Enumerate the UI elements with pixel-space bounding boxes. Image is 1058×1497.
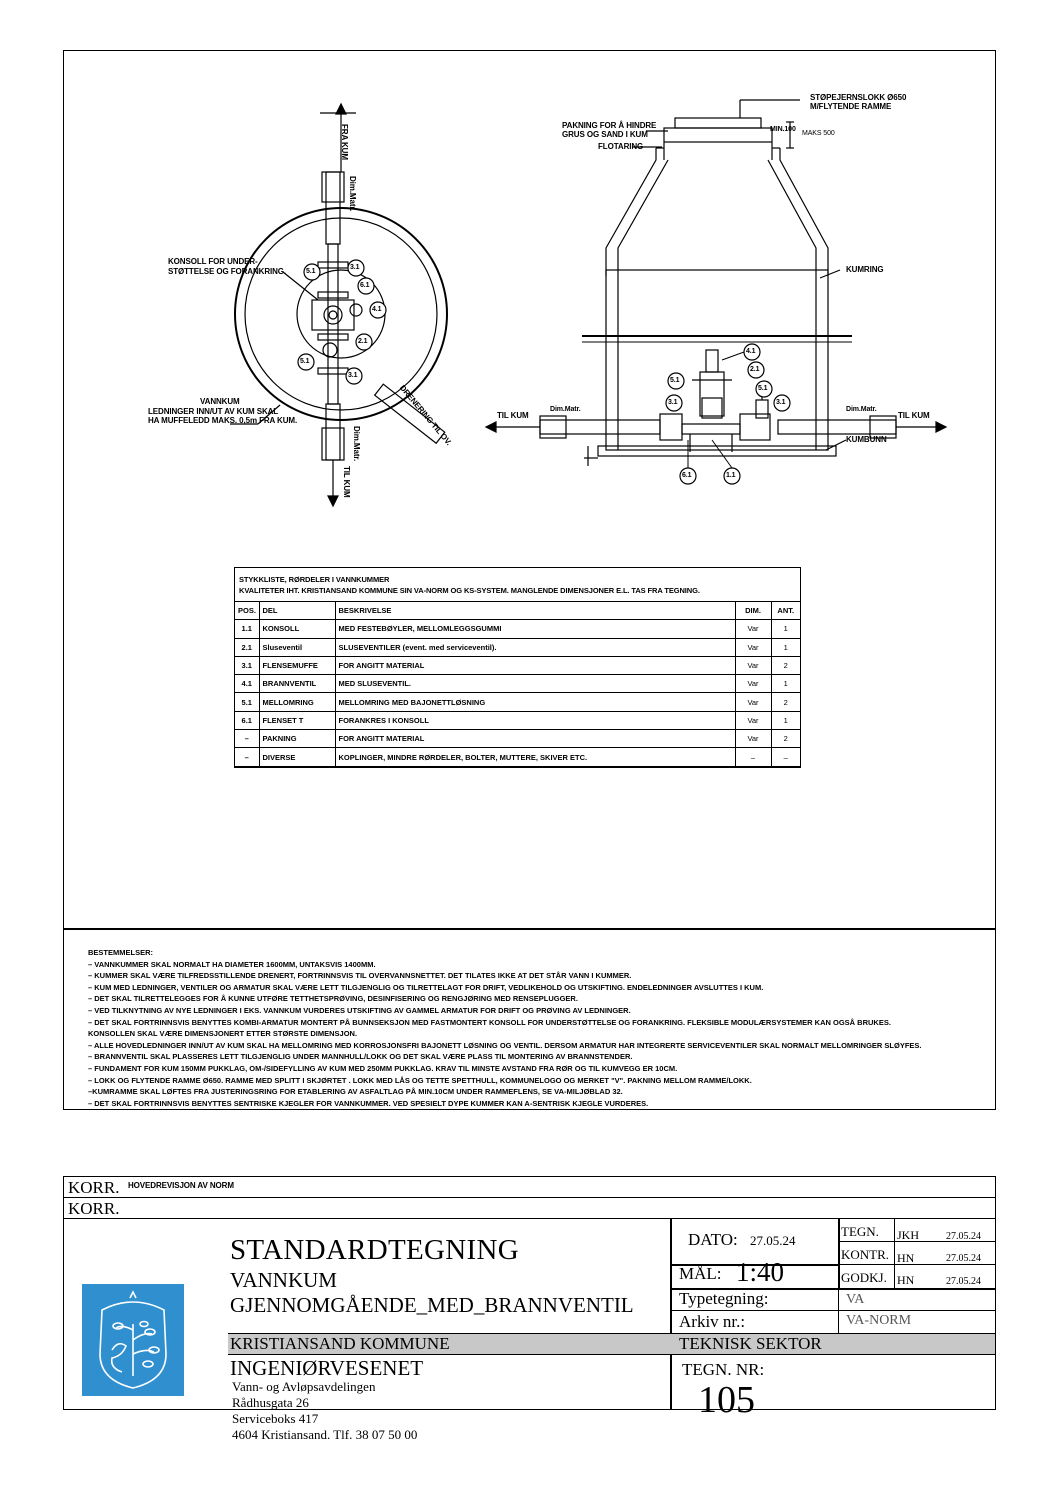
note-line: – FUNDAMENT FOR KUM 150MM PUKKLAG, OM-/SIDEFYLLING AV KUM MED 250MM PUKKLAG. KRAV TIL MINSTE AVSTAND FRA RØR OG TIL KUMVEGG ER 10CM.	[88, 1063, 678, 1073]
pos-cell: 2.1	[235, 638, 259, 656]
technical-drawing	[0, 0, 1058, 560]
arkiv-value: VA-NORM	[846, 1313, 912, 1328]
notes-title: BESTEMMELSER:	[88, 948, 154, 957]
ring-section	[606, 270, 828, 450]
pipe-socket-top	[322, 172, 344, 202]
ant-cell: 2	[771, 656, 800, 674]
table-row	[235, 748, 800, 766]
bubble-label: 5.1	[758, 385, 768, 392]
note-line: – ALLE HOVEDLEDNINGER INN/UT AV KUM SKAL HA MELLOMRING MED KORROSJONSFRI BAJONETT LØSNING OG VENTIL. DERSOM ARMATUR HAR INTEGRERTE SERVICEVENTILER SKAL NORMALT MELLOMRINGER SLØYFES.	[88, 1040, 922, 1050]
note-line: – KUMMER SKAL VÆRE TILFREDSSTILLENDE DRENERT, FORTRINNSVIS TIL OVERVANNSNETTET. DET TILATES IKKE AT DET STÅR VANN I KUMMER.	[88, 971, 632, 981]
pos-cell: –	[235, 730, 259, 748]
dim-cell: Var	[735, 730, 771, 748]
kontr-date: 27.05.24	[946, 1253, 981, 1264]
til-kum-right-label: TIL KUM	[898, 411, 930, 420]
cover-lid	[675, 118, 761, 128]
note-line: – LOKK OG FLYTENDE RAMME Ø650. RAMME MED SPLITT I SKJØRTET . LOKK MED LÅS OG TETTE SPETTHULL, KOMMUNELOGO OG MERKET "V". PAKNING MELLOM RAMME/LOKK.	[88, 1075, 752, 1085]
del-cell: FLENSET T	[259, 711, 335, 729]
tb-line	[671, 1310, 996, 1311]
pos-cell: 4.1	[235, 675, 259, 693]
bubble-label: 4.1	[746, 348, 756, 355]
ant-cell: 1	[771, 675, 800, 693]
bubble-label: 1.1	[726, 472, 736, 479]
tb-line	[894, 1218, 895, 1288]
tegn-initials: JKH	[897, 1228, 920, 1242]
pipe-socket-bottom	[322, 428, 344, 460]
lokk-label: STØPEJERNSLOKK Ø650 M/FLYTENDE RAMME	[810, 93, 907, 111]
til-kum-label: TIL KUM	[342, 466, 351, 498]
til-kum-left-label: TIL KUM	[497, 411, 529, 420]
korr2-label: KORR.	[68, 1199, 120, 1218]
mal-label: MÅL:	[679, 1264, 722, 1283]
note-line: – DET SKAL FORTRINNSVIS BENYTTES SENTRISKE KJEGLER FOR VANNKUMMER. VED SPESIELT DYPE KUMMER KAN A-SENTRISK KJEGLE VURDERES.	[88, 1098, 649, 1108]
dim-cell: Var	[735, 620, 771, 638]
dim-matr-top-label: Dim.Matr.	[348, 176, 357, 212]
korr1-text: HOVEDREVISJON AV NORM	[128, 1181, 234, 1190]
pos-cell: –	[235, 748, 259, 766]
del-cell: BRANNVENTIL	[259, 675, 335, 693]
pipe-right	[778, 420, 896, 434]
table-row	[235, 675, 800, 693]
bestemmelser-notes	[88, 947, 988, 1109]
note-line: – VED TILKNYTNING AV NYE LEDNINGER I EKS. VANNKUM VURDERES UTSKIFTING AV GAMMEL ARMATUR FOR DRIFT OG PRØVING AV LEDNINGER.	[88, 1005, 631, 1015]
tb-line	[838, 1264, 996, 1265]
bubble-label: 6.1	[360, 282, 370, 289]
ant-cell: 2	[771, 730, 800, 748]
fra-kum-label: FRA KUM	[340, 124, 349, 160]
frame-divider	[63, 928, 996, 930]
beskrivelse-cell: MELLOMRING MED BAJONETTLØSNING	[335, 693, 735, 711]
tb-line	[838, 1288, 839, 1333]
cone-left	[606, 148, 656, 276]
header-cell: DEL	[259, 602, 335, 620]
dim-cell: Var	[735, 656, 771, 674]
ant-cell: 2	[771, 693, 800, 711]
tegn-label: TEGN.	[841, 1224, 879, 1239]
note-line: – DET SKAL TILRETTELEGGES FOR Å KUNNE UTFØRE TETTHETSPRØVING, DESINFISERING OG RENGJØRING MED RENSEPLUGGER.	[88, 994, 578, 1004]
ant-cell: 1	[771, 638, 800, 656]
dim-cell: –	[735, 748, 771, 766]
revision-row-2	[63, 1197, 996, 1219]
konsoll-label: KONSOLL FOR UNDER- STØTTELSE OG FORANKRING.	[168, 257, 287, 276]
note-line: KONSOLLEN SKAL VÆRE DIMENSJONERT ETTER STØRSTE DIMENSJON.	[88, 1029, 358, 1039]
min100-label: MIN.100	[770, 126, 796, 133]
table-row	[235, 656, 800, 674]
beskrivelse-cell: FOR ANGITT MATERIAL	[335, 656, 735, 674]
pos-cell: 5.1	[235, 693, 259, 711]
table-row	[235, 693, 800, 711]
ant-cell: 1	[771, 711, 800, 729]
manhole-outer-ring	[235, 208, 447, 420]
bubble-label: 3.1	[776, 399, 786, 406]
kontr-label: KONTR.	[841, 1247, 890, 1262]
cover-frame	[664, 128, 772, 142]
bubble-label: 2.1	[358, 338, 368, 345]
cone-right	[780, 148, 828, 276]
typetegning-label: Typetegning:	[679, 1289, 769, 1308]
flotaring-label: FLOTARING	[598, 142, 644, 151]
pipe-left	[540, 420, 660, 434]
mal-value: 1:40	[736, 1257, 785, 1287]
kumbunn-label: KUMBUNN	[846, 435, 887, 444]
note-line: – VANNKUMMER SKAL NORMALT HA DIAMETER 1600MM, UNTAKSVIS 1400MM.	[88, 959, 376, 969]
beskrivelse-cell: SLUSEVENTILER (event. med serviceventil).	[335, 638, 735, 656]
godkj-label: GODKJ.	[841, 1270, 887, 1285]
pipe-bottom	[326, 404, 340, 460]
bubble-label: 3.1	[348, 372, 358, 379]
hydrant-body	[700, 372, 724, 416]
dim-matr-bottom-label: Dim.Matr.	[352, 426, 361, 462]
note-line: –KUMRAMME SKAL LØFTES FRA JUSTERINGSRING FOR ETABLERING AV ASFALTLAG PÅ MIN.10CM UNDER RAMMEFLENS, SE VA-MILJØBLAD 32.	[88, 1087, 623, 1097]
del-cell: PAKNING	[259, 730, 335, 748]
parts-list-subtitle: KVALITETER IHT. KRISTIANSAND KOMMUNE SIN VA-NORM OG KS-SYSTEM. MANGLENDE DIMENSJONER E.L. TAS FRA TEGNING.	[239, 585, 700, 595]
parts-table	[235, 602, 800, 767]
typetegning-value: VA	[846, 1292, 865, 1307]
beskrivelse-cell: FOR ANGITT MATERIAL	[335, 730, 735, 748]
tegn-nr-value: 105	[698, 1379, 755, 1421]
kommune-name: KRISTIANSAND KOMMUNE	[230, 1334, 450, 1353]
bubble-label: 3.1	[350, 264, 360, 271]
avdeling-name: INGENIØRVESENET	[230, 1356, 424, 1380]
parts-list-header	[235, 568, 800, 602]
table-row	[235, 711, 800, 729]
godkj-date: 27.05.24	[946, 1276, 981, 1287]
dim-cell: Var	[735, 711, 771, 729]
pos-cell: 3.1	[235, 656, 259, 674]
drawing-heading: STANDARDTEGNING	[230, 1234, 519, 1266]
godkj-initials: HN	[897, 1273, 915, 1287]
beskrivelse-cell: KOPLINGER, MINDRE RØRDELER, BOLTER, MUTTERE, SKIVER ETC.	[335, 748, 735, 766]
address-line: Serviceboks 417	[232, 1411, 319, 1426]
note-line: – DET SKAL FORTRINNSVIS BENYTTES KOMBI-ARMATUR MONTERT PÅ BUNNSEKSJON MED FASTMONTERT KONSOLL FOR UNDERSTØTTELSE OG FORANKRING. FLEKSIBLE MODULÆRSYSTEMER KAN OGSÅ BRUKES.	[88, 1017, 891, 1027]
bubble-label: 3.1	[668, 399, 678, 406]
dim-right-label: Dim.Matr.	[846, 406, 877, 413]
arkiv-label: Arkiv nr.:	[679, 1312, 746, 1331]
pos-cell: 1.1	[235, 620, 259, 638]
parts-list-title: STYKKLISTE, RØRDELER I VANNKUMMER	[239, 575, 390, 584]
del-cell: DIVERSE	[259, 748, 335, 766]
kristiansand-logo	[82, 1284, 184, 1396]
del-cell: Sluseventil	[259, 638, 335, 656]
dato-value: 27.05.24	[750, 1233, 796, 1248]
dim-left-label: Dim.Matr.	[550, 406, 581, 413]
dim-cell: Var	[735, 675, 771, 693]
dato-label: DATO:	[688, 1230, 738, 1249]
kontr-initials: HN	[897, 1251, 915, 1265]
pos-cell: 6.1	[235, 711, 259, 729]
bubble-label: 2.1	[750, 366, 760, 373]
drawing-subtitle-1: VANNKUM	[230, 1268, 337, 1292]
header-cell: DIM.	[735, 602, 771, 620]
note-line: – BRANNVENTIL SKAL PLASSERES LETT TILGJENGLIG UNDER MANNHULL/LOKK OG DET SKAL VÆRE PLASS TIL MONTERING AV BRANNSTENDER.	[88, 1052, 633, 1062]
table-row	[235, 638, 800, 656]
del-cell: FLENSEMUFFE	[259, 656, 335, 674]
dim-cell: Var	[735, 638, 771, 656]
tegn-nr-label: TEGN. NR:	[682, 1360, 765, 1379]
header-cell: BESKRIVELSE	[335, 602, 735, 620]
note-line: – KUM MED LEDNINGER, VENTILER OG ARMATUR SKAL VÆRE LETT TILGJENGLIG OG TILRETTELAGT FOR DRIFT, VEDLIKEHOLD OG UTSKIFTING. ENDELEDNINGER AVSLUTTES I KUM.	[88, 982, 764, 992]
drawing-subtitle-2: GJENNOMGÅENDE_MED_BRANNVENTIL	[230, 1293, 634, 1317]
beskrivelse-cell: MED SLUSEVENTIL.	[335, 675, 735, 693]
manhole-inner-ring	[245, 218, 437, 410]
tegn-date: 27.05.24	[946, 1231, 981, 1242]
korr1-label: KORR.	[68, 1178, 120, 1197]
tee-body	[312, 300, 354, 330]
address-line: Vann- og Avløpsavdelingen	[232, 1379, 376, 1394]
bubble-label: 4.1	[372, 306, 382, 313]
vannkum-label: VANNKUM LEDNINGER INN/UT AV KUM SKAL HA MUFFELEDD MAKS. 0,5m FRA KUM.	[148, 397, 298, 425]
address-line: Rådhusgata 26	[232, 1395, 309, 1410]
header-cell: ANT.	[771, 602, 800, 620]
table-row	[235, 620, 800, 638]
coat-of-arms-icon	[82, 1284, 184, 1396]
drenering-label: DRENERING TIL OV.	[397, 383, 454, 448]
bubble-label: 5.1	[670, 377, 680, 384]
bubble-label: 5.1	[300, 358, 310, 365]
beskrivelse-cell: FORANKRES I KONSOLL	[335, 711, 735, 729]
header-cell: POS.	[235, 602, 259, 620]
del-cell: KONSOLL	[259, 620, 335, 638]
kumring-label: KUMRING	[846, 265, 884, 274]
table-row	[235, 730, 800, 748]
parts-list	[234, 567, 801, 768]
beskrivelse-cell: MED FESTEBØYLER, MELLOMLEGGSGUMMI	[335, 620, 735, 638]
address-line: 4604 Kristiansand. Tlf. 38 07 50 00	[232, 1427, 418, 1442]
ant-cell: –	[771, 748, 800, 766]
tb-line	[838, 1218, 840, 1288]
title-block-divider-v	[670, 1218, 672, 1410]
bubble-label: 6.1	[682, 472, 692, 479]
pakning-label: PAKNING FOR Å HINDRE GRUS OG SAND I KUM	[562, 121, 657, 139]
ant-cell: 1	[771, 620, 800, 638]
dim-cell: Var	[735, 693, 771, 711]
del-cell: MELLOMRING	[259, 693, 335, 711]
sektor-label: TEKNISK SEKTOR	[679, 1334, 822, 1353]
maks500-label: MAKS 500	[802, 130, 835, 137]
bubble-label: 5.1	[306, 268, 316, 275]
parts-table-header-row	[235, 602, 800, 620]
